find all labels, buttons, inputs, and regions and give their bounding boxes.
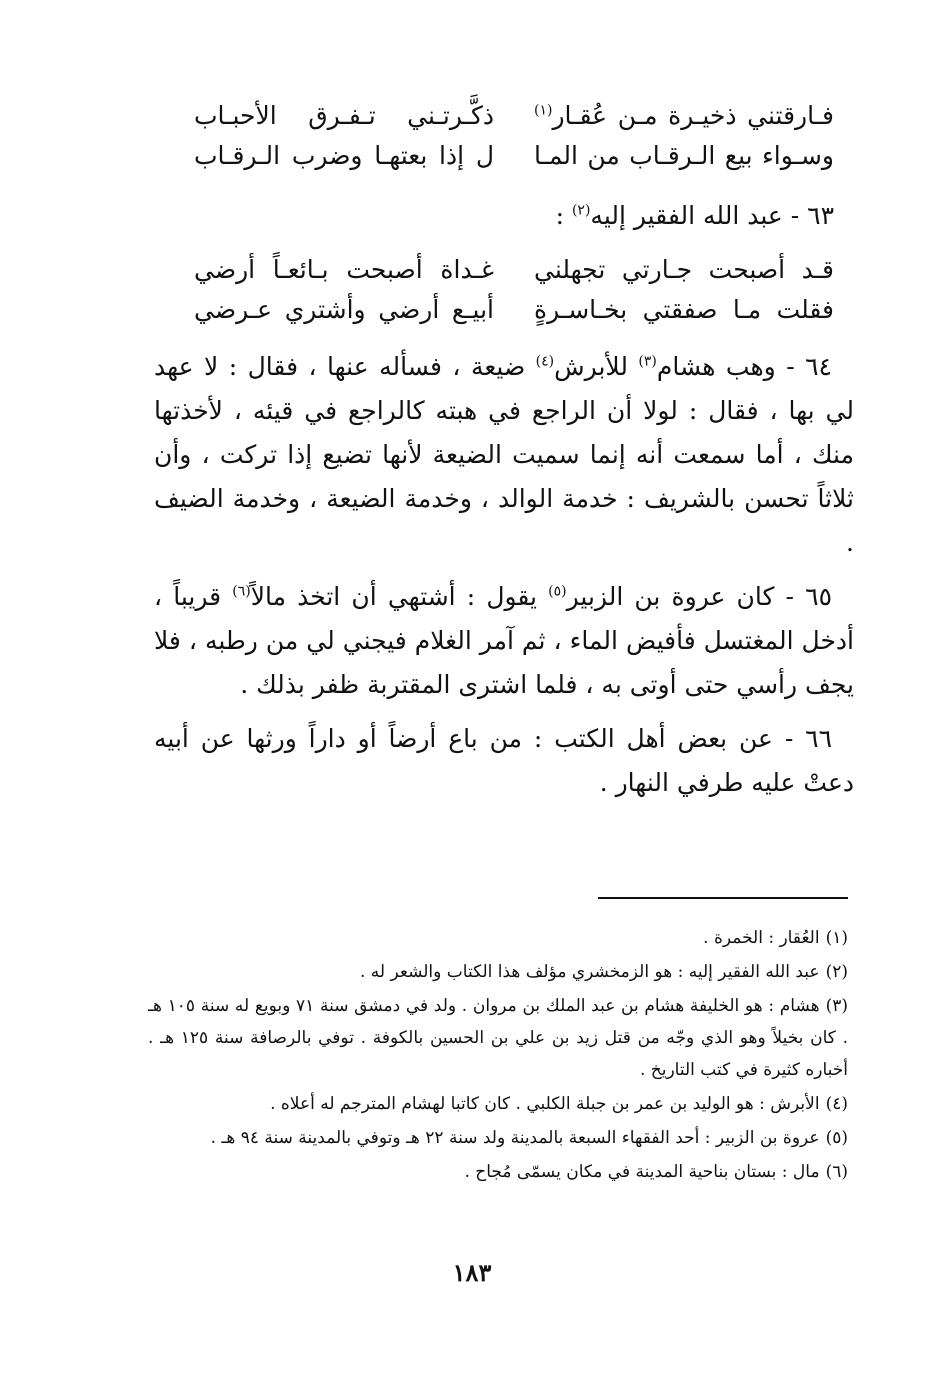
footnote-4 <box>148 1088 848 1120</box>
page-number: ١٨٣ <box>452 1258 492 1287</box>
item-65-text-3: قريباً ، أدخل المغتسل فأفيض الماء ، ثم آمر الغلام فيجني لي من رطبه ، فلا يجف رأسي حتى أوتى به ، فلما اشترى المقتربة ظفر بذلك . <box>154 582 854 699</box>
footnote-separator <box>598 897 848 899</box>
footnote-3 <box>148 990 848 1086</box>
footnote-number: (٦) <box>825 1162 848 1182</box>
verse-2 <box>194 136 834 176</box>
footnote-text: مال : بستان بناحية المدينة في مكان يسمّى مُجاح . <box>464 1162 820 1182</box>
footnote-text: الأبرش : هو الوليد بن عمر بن جبلة الكلبي . كان كاتبا لهشام المترجم له أعلاه . <box>270 1094 820 1114</box>
verse-1-second-text: ذكَّـرتـني تـفـرق الأحبـاب <box>194 101 494 130</box>
verse-4-first-hemistich: فقلت مـا صفقتي بخـاسـرةٍ <box>534 295 834 324</box>
item-63-head-text: ٦٣ - عبد الله الفقير إليه <box>590 201 834 230</box>
footnote-2 <box>148 956 848 988</box>
footnote-text: العُقار : الخمرة . <box>703 928 820 948</box>
footnote-number: (٢) <box>825 962 848 982</box>
verse-3-second-hemistich: غـداة أصبحت بـائعـاً أرضي <box>194 255 494 284</box>
footnote-ref-5: (٥) <box>548 583 567 600</box>
footnote-number: (٥) <box>825 1128 848 1148</box>
item-65-text-2: يقول : أشتهي أن اتخذ مالاً <box>250 582 549 611</box>
footnote-ref-2: (٢) <box>571 202 591 219</box>
item-64-text-1: ٦٤ - وهب هشام <box>656 352 832 381</box>
prose-section <box>154 345 854 805</box>
footnote-number: (٤) <box>825 1094 848 1114</box>
item-65-text-1: ٦٥ - كان عروة بن الزبير <box>566 582 832 611</box>
footnote-6 <box>148 1156 848 1188</box>
item-63-tail: : <box>555 201 572 230</box>
footnote-text: عبد الله الفقير إليه : هو الزمخشري مؤلف هذا الكتاب والشعر له . <box>360 962 820 982</box>
footnote-text: هشام : هو الخليفة هشام بن عبد الملك بن مروان . ولد في دمشق سنة ٧١ وبويع له سنة ١٠٥ هـ . كان بخيلاً وهو الذي وجّه من قتل زيد بن علي بن الحسين بالكوفة . توفي بالرصافة سنة ١٢٥ هـ . أخباره كثيرة في كتب التاريخ . <box>148 996 848 1080</box>
verse-4-second-hemistich: أبيـع أرضي وأشتري عـرضي <box>194 295 494 324</box>
verse-1-second-hemistich <box>194 96 494 136</box>
verse-3-first-hemistich: قـد أصبحت جـارتي تجهلني <box>534 255 834 284</box>
footnote-text: عروة بن الزبير : أحد الفقهاء السبعة بالمدينة ولد سنة ٢٢ هـ وتوفي بالمدينة سنة ٩٤ هـ . <box>210 1128 820 1148</box>
item-65-paragraph <box>154 575 854 707</box>
footnote-number: (٣) <box>825 996 848 1016</box>
verse-2-second-hemistich: ل إذا بعتهـا وضرب الـرقـاب <box>194 141 494 170</box>
footnote-5 <box>148 1122 848 1154</box>
item-63-heading <box>556 196 834 236</box>
item-66-paragraph: ٦٦ - عن بعض أهل الكتب : من باع أرضاً أو داراً ورثها عن أبيه دعتْ عليه طرفي النهار . <box>154 724 854 797</box>
verse-1-first-hemistich <box>534 96 834 136</box>
footnote-ref-1: (١) <box>534 102 553 119</box>
verse-4 <box>194 290 834 330</box>
item-64-text-2: للأبرش <box>554 352 639 381</box>
footnote-ref-3: (٣) <box>638 353 657 370</box>
footnote-ref-4: (٤) <box>535 353 555 370</box>
poem-block-2 <box>194 250 834 330</box>
verse-1-first-text: فـارقتني ذخيـرة مـن عُقـار <box>552 101 834 130</box>
verse-1 <box>194 96 834 136</box>
footnote-number: (١) <box>825 928 848 948</box>
poem-block-1 <box>194 96 834 176</box>
verse-2-first-hemistich: وسـواء بيع الـرقـاب من المـا <box>534 141 834 170</box>
footnote-1 <box>148 922 848 954</box>
footnotes <box>148 922 848 1188</box>
verse-3 <box>194 250 834 290</box>
item-64-text-3: ضيعة ، فسأله عنها ، فقال : لا عهد لي بها ، فقال : لولا أن الراجع في هبته كالراجع في قيئه ، لأخذتها منك ، أما سمعت أنه إنما سميت الضيعة لأنها تضيع إذا تركت ، وأن ثلاثاً تحسن بالشريف : خدمة الوالد ، وخدمة الضيعة ، وخدمة الضيف . <box>154 352 854 557</box>
item-64-paragraph <box>154 345 854 565</box>
footnote-ref-6: (٦) <box>232 583 251 600</box>
